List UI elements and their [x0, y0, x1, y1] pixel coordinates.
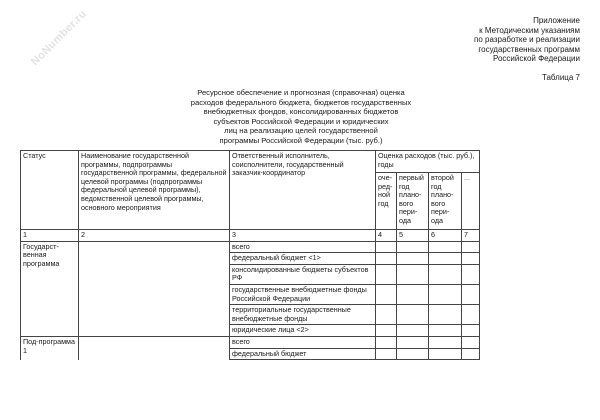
value-cell[interactable]	[376, 264, 397, 284]
title-line: расходов федерального бюджета, бюджетов государственных	[190, 97, 412, 107]
resource-table	[20, 150, 480, 360]
value-cell[interactable]	[397, 253, 429, 265]
column-number: 3	[230, 230, 376, 242]
table-row	[21, 336, 480, 348]
column-number: 7	[462, 230, 480, 242]
header-name: Наименование государственной программы, подпрограммы государственной программы, федеральной целевой программы (подпрограммы федеральной целевой программы), ведомственной целевой программы, основного мероприятия	[79, 151, 230, 230]
source-cell: консолидированные бюджеты субъектов РФ	[230, 264, 376, 284]
value-cell[interactable]	[462, 336, 480, 348]
appendix-line: Российской Федерации	[493, 54, 580, 64]
title-line: Ресурсное обеспечение и прогнозная (справочная) оценка	[197, 88, 405, 97]
header-status: Статус	[21, 151, 79, 230]
value-cell[interactable]	[429, 264, 462, 284]
header-executor: Ответственный исполнитель, соисполнители, государственный заказчик-координатор	[230, 151, 376, 230]
value-cell[interactable]	[429, 305, 462, 325]
column-numbers-row	[21, 230, 480, 242]
value-cell[interactable]	[429, 253, 462, 265]
value-cell[interactable]	[429, 348, 462, 360]
source-cell: территориальные государственные внебюджетные фонды	[230, 305, 376, 325]
value-cell[interactable]	[376, 348, 397, 360]
value-cell[interactable]	[462, 253, 480, 265]
column-number: 2	[79, 230, 230, 242]
value-cell[interactable]	[397, 325, 429, 337]
table-row	[21, 241, 480, 253]
header-year-more: ...	[462, 173, 480, 230]
value-cell[interactable]	[462, 241, 480, 253]
value-cell[interactable]	[397, 348, 429, 360]
value-cell[interactable]	[376, 336, 397, 348]
appendix-line: к Методическим указаниям	[479, 25, 580, 35]
appendix-line: Приложение	[533, 16, 580, 25]
title-line: программы Российской Федерации (тыс. руб.)	[219, 135, 383, 145]
name-cell	[79, 241, 230, 336]
value-cell[interactable]	[397, 284, 429, 304]
value-cell[interactable]	[376, 325, 397, 337]
header-year-current: оче-ред-ной год	[376, 173, 397, 230]
value-cell[interactable]	[462, 264, 480, 284]
value-cell[interactable]	[429, 241, 462, 253]
value-cell[interactable]	[376, 241, 397, 253]
column-number: 6	[429, 230, 462, 242]
source-cell: государственные внебюджетные фонды Российской Федерации	[230, 284, 376, 304]
source-cell: всего	[230, 241, 376, 253]
column-number: 1	[21, 230, 79, 242]
appendix-line: по разработке и реализации	[474, 35, 580, 45]
value-cell[interactable]	[397, 241, 429, 253]
value-cell[interactable]	[429, 325, 462, 337]
value-cell[interactable]	[462, 348, 480, 360]
column-number: 4	[376, 230, 397, 242]
table-title	[170, 88, 432, 146]
status-cell: Государст-венная программа	[21, 241, 79, 336]
value-cell[interactable]	[376, 305, 397, 325]
value-cell[interactable]	[462, 284, 480, 304]
source-cell: юридические лица <2>	[230, 325, 376, 337]
value-cell[interactable]	[397, 336, 429, 348]
watermark: NoNumber.ru	[28, 7, 90, 69]
title-line: лиц на реализацию целей государственной	[224, 126, 378, 136]
value-cell[interactable]	[429, 284, 462, 304]
value-cell[interactable]	[376, 253, 397, 265]
value-cell[interactable]	[462, 305, 480, 325]
appendix-line: государственных программ	[478, 44, 580, 54]
value-cell[interactable]	[397, 264, 429, 284]
header-estimate: Оценка расходов (тыс. руб.), годы	[376, 151, 480, 173]
source-cell: всего	[230, 336, 376, 348]
value-cell[interactable]	[376, 284, 397, 304]
source-cell: федеральный бюджет	[230, 348, 376, 360]
name-cell	[79, 336, 230, 359]
header-year-plan-1: первый год плано-вого пери-ода	[397, 173, 429, 230]
header-year-plan-2: второй год плано-вого пери-ода	[429, 173, 462, 230]
value-cell[interactable]	[397, 305, 429, 325]
table-label: Таблица 7	[541, 73, 580, 82]
value-cell[interactable]	[462, 325, 480, 337]
column-number: 5	[397, 230, 429, 242]
title-line: внебюджетных фондов, консолидированных бюджетов	[203, 107, 399, 117]
status-cell: Под-программа 1	[21, 336, 79, 359]
title-line: субъектов Российской Федерации и юридических	[213, 116, 389, 126]
value-cell[interactable]	[429, 336, 462, 348]
appendix-note	[474, 16, 580, 64]
source-cell: федеральный бюджет <1>	[230, 253, 376, 265]
